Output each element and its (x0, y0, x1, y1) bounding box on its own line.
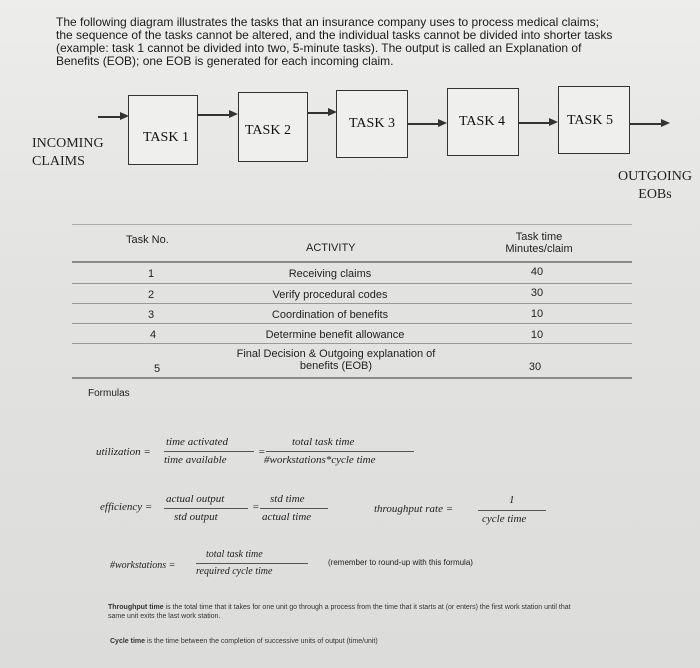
flow-arrow-head (661, 119, 670, 127)
task-1-box (128, 95, 198, 165)
workstations-label: #workstations = (110, 560, 176, 571)
row-time: 30 (528, 361, 542, 373)
flow-arrow-head (438, 119, 447, 127)
throughput-time-definition (108, 603, 588, 621)
round-up-note: (remember to round-up with this formula) (328, 558, 473, 567)
task-5-box (558, 86, 630, 154)
task-2-label: TASK 2 (245, 123, 291, 138)
efficiency-den-1: std output (174, 511, 218, 523)
equals-sign: = (258, 446, 266, 458)
row-task-no: 4 (150, 329, 157, 341)
problem-intro: The following diagram illustrates the tasks that an insurance company uses to process medical claims; the sequence of the tasks cannot be altered, and the individual tasks cannot be divided into shorter tasks (example: task 1 cannot be divided into two, 5-minute tasks). The output is called an Explanation of Benefits (EOB); one EOB is generated for each incoming claim. (56, 15, 613, 68)
row-time: 40 (530, 266, 544, 278)
throughput-time-text: is the total time that it takes for one unit go through a process from the time that it starts at (or enters) the first work station until that same unit exits the last work station. (108, 604, 571, 620)
table-header-rule (72, 261, 632, 263)
row-time: 10 (530, 329, 544, 341)
task-4-label: TASK 4 (459, 114, 505, 129)
row-rule (72, 343, 632, 344)
task-2-box (238, 92, 308, 162)
throughput-den: cycle time (482, 513, 527, 525)
row-task-no: 3 (148, 309, 155, 321)
outgoing-eobs-label: OUTGOING EOBs (618, 169, 692, 202)
row-task-no: 2 (148, 289, 155, 301)
throughput-rate-label: throughput rate = (374, 503, 454, 515)
workstations-num: total task time (206, 549, 263, 560)
efficiency-label: efficiency = (100, 501, 153, 513)
row-rule (72, 283, 632, 284)
cycle-time-definition (110, 637, 590, 646)
row-time: 10 (530, 308, 544, 320)
utilization-den-2: #workstations*cycle time (264, 454, 376, 466)
row-time: 30 (530, 287, 544, 299)
utilization-den-1: time available (164, 454, 227, 466)
task-3-label: TASK 3 (349, 116, 395, 131)
flow-arrow-line (197, 114, 233, 116)
utilization-num-2: total task time (292, 436, 355, 448)
cycle-time-text: is the time between the completion of successive units of output (time/unit) (145, 638, 378, 645)
task-4-box (447, 88, 519, 156)
fraction-bar (260, 508, 328, 509)
efficiency-num-1: actual output (166, 493, 225, 505)
workstations-den: required cycle time (196, 566, 273, 577)
row-task-no: 5 (154, 363, 161, 375)
row-rule (72, 323, 632, 324)
flow-arrow-head (229, 110, 238, 118)
equals-sign: = (252, 501, 260, 513)
fraction-bar (164, 451, 254, 452)
task-5-label: TASK 5 (567, 113, 613, 128)
row-activity: Determine benefit allowance (265, 329, 405, 341)
task-3-box (336, 90, 408, 158)
efficiency-den-2: actual time (262, 511, 312, 523)
fraction-bar (196, 563, 308, 564)
utilization-num-1: time activated (166, 436, 229, 448)
efficiency-num-2: std time (270, 493, 305, 505)
fraction-bar (164, 508, 248, 509)
table-top-rule (72, 224, 632, 225)
header-task-time: Task time Minutes/claim (505, 231, 573, 255)
row-rule (72, 303, 632, 304)
header-activity: ACTIVITY (306, 242, 356, 254)
row-activity: Coordination of benefits (271, 309, 389, 321)
cycle-time-term: Cycle time (110, 638, 146, 645)
flow-arrow-line (629, 123, 665, 125)
fraction-bar (266, 451, 414, 452)
row-activity: Verify procedural codes (272, 289, 388, 301)
header-task-no: Task No. (126, 234, 169, 246)
row-activity: Final Decision & Outgoing explanation of benefits (EOB) (236, 348, 436, 372)
formulas-label: Formulas (88, 388, 130, 399)
row-task-no: 1 (148, 268, 155, 280)
table-bottom-rule (72, 377, 632, 379)
throughput-num: 1 (509, 494, 515, 506)
row-activity: Receiving claims (288, 268, 372, 280)
flow-arrow-head (549, 118, 558, 126)
incoming-claims-label: INCOMING CLAIMS (32, 136, 104, 169)
throughput-time-term: Throughput time (108, 604, 164, 611)
task-1-label: TASK 1 (143, 130, 189, 145)
utilization-label: utilization = (96, 446, 151, 458)
fraction-bar (478, 510, 546, 511)
